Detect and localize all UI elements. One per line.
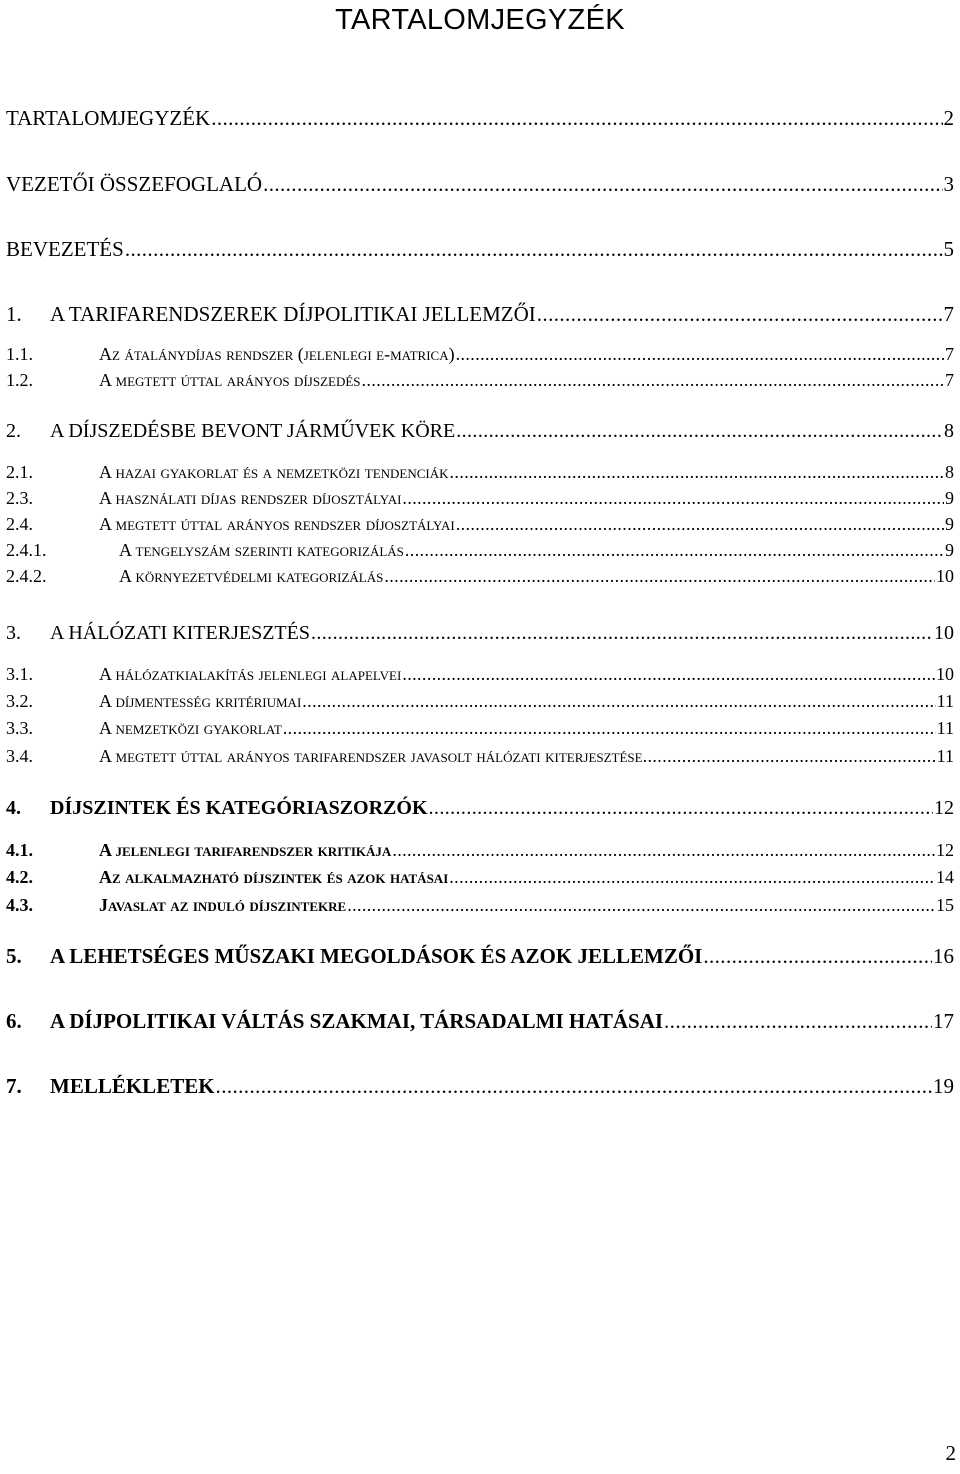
toc-entry-number: 3.	[6, 622, 21, 644]
toc-entry-number: 3.3.	[6, 718, 33, 738]
toc-entry-2-4-1[interactable]	[6, 540, 954, 564]
toc-entry-text: TARTALOMJEGYZÉK	[6, 106, 211, 130]
dot-leader	[362, 370, 944, 391]
toc-entry-3-3[interactable]	[6, 718, 954, 742]
toc-entry-page: 5	[943, 237, 954, 261]
toc-entry-page: 10	[936, 566, 954, 586]
toc-entry-number: 2.4.2.	[6, 566, 47, 586]
toc-entry-page: 15	[936, 895, 954, 915]
toc-entry-text: VEZETŐI ÖSSZEFOGLALÓ	[6, 172, 263, 196]
toc-entry-2-1[interactable]	[6, 462, 954, 486]
toc-entry-page: 9	[945, 540, 954, 560]
toc-entry-1[interactable]	[6, 302, 954, 326]
toc-entry-page: 9	[945, 514, 954, 534]
dot-leader	[402, 488, 944, 509]
toc-entry-text: A környezetvédelmi kategorizálás	[119, 566, 384, 586]
toc-entry-text: A megtett úttal arányos tarifarendszer javasolt hálózati kiterjesztése	[99, 746, 643, 766]
toc-entry-number: 1.1.	[6, 344, 33, 364]
dot-leader	[211, 106, 942, 131]
toc-entry-2-4-2[interactable]	[6, 566, 954, 590]
toc-entry-text: A HÁLÓZATI KITERJESZTÉS	[50, 622, 310, 644]
dot-leader	[456, 420, 943, 443]
toc-entry-5[interactable]	[6, 944, 954, 968]
toc-entry-text: A megtett úttal arányos rendszer díjosztályai	[99, 514, 455, 534]
toc-entry-text: A hálózatkialakítás jelenlegi alapelvei	[99, 664, 402, 684]
dot-leader	[263, 172, 942, 197]
toc-entry-page: 11	[936, 718, 954, 738]
toc-entry-page: 11	[936, 691, 954, 711]
toc-entry-vezetoi-osszefoglalo[interactable]	[6, 172, 954, 196]
toc-entry-3-2[interactable]	[6, 691, 954, 715]
toc-entry-page: 9	[945, 488, 954, 508]
toc-entry-page: 10	[934, 622, 954, 644]
dot-leader	[449, 867, 935, 888]
toc-entry-4[interactable]	[6, 797, 954, 821]
dot-leader	[302, 691, 935, 712]
toc-entry-page: 19	[933, 1074, 954, 1098]
dot-leader	[456, 344, 944, 365]
toc-entry-page: 14	[936, 867, 954, 887]
dot-leader	[347, 895, 935, 916]
toc-entry-1-2[interactable]	[6, 370, 954, 394]
toc-entry-number: 2.4.	[6, 514, 33, 534]
toc-entry-text: DÍJSZINTEK ÉS KATEGÓRIASZORZÓK	[50, 797, 428, 819]
toc-entry-text: A használati díjas rendszer díjosztályai	[99, 488, 402, 508]
toc-entry-3-1[interactable]	[6, 664, 954, 688]
toc-entry-number: 5.	[6, 944, 22, 968]
toc-entry-text: A DÍJSZEDÉSBE BEVONT JÁRMŰVEK KÖRE	[50, 420, 456, 442]
toc-entry-page: 7	[945, 370, 954, 390]
toc-entry-bevezetes[interactable]	[6, 237, 954, 261]
toc-entry-number: 7.	[6, 1074, 22, 1098]
dot-leader	[643, 746, 937, 767]
toc-entry-number: 2.1.	[6, 462, 33, 482]
toc-entry-text: A nemzetközi gyakorlat	[99, 718, 282, 738]
toc-entry-number: 2.4.1.	[6, 540, 47, 560]
dot-leader	[450, 462, 944, 483]
page-number: 2	[945, 1441, 956, 1465]
toc-entry-text: A DÍJPOLITIKAI VÁLTÁS SZAKMAI, TÁRSADALMI HATÁSAI	[50, 1009, 664, 1033]
toc-entry-text: Az átalánydíjas rendszer (jelenlegi e-matrica)	[99, 344, 455, 364]
toc-entry-4-3[interactable]	[6, 895, 954, 919]
dot-leader	[703, 944, 932, 969]
toc-entry-page: 7	[945, 344, 954, 364]
toc-entry-page: 2	[943, 106, 954, 130]
toc-entry-number: 2.	[6, 420, 21, 442]
toc-entry-text: A díjmentesség kritériumai	[99, 691, 302, 711]
toc-entry-page: 10	[936, 664, 954, 684]
toc-entry-number: 1.	[6, 302, 22, 326]
dot-leader	[283, 718, 936, 739]
toc-entry-text: Az alkalmazható díjszintek és azok hatásai	[99, 867, 449, 887]
toc-entry-page: 7	[943, 302, 954, 326]
toc-entry-number: 2.3.	[6, 488, 33, 508]
toc-entry-page: 3	[943, 172, 954, 196]
dot-leader	[125, 237, 943, 262]
toc-entry-4-2[interactable]	[6, 867, 954, 891]
toc-entry-text: A jelenlegi tarifarendszer kritikája	[99, 840, 392, 860]
toc-entry-number: 4.3.	[6, 895, 33, 915]
dot-leader	[405, 540, 944, 561]
toc-entry-1-1[interactable]	[6, 344, 954, 368]
toc-entry-page: 12	[936, 840, 954, 860]
toc-entry-number: 3.2.	[6, 691, 33, 711]
dot-leader	[216, 1074, 932, 1099]
toc-entry-text: A LEHETSÉGES MŰSZAKI MEGOLDÁSOK ÉS AZOK JELLEMZŐI	[50, 944, 703, 968]
dot-leader	[384, 566, 935, 587]
dot-leader	[392, 840, 935, 861]
dot-leader	[664, 1009, 932, 1034]
toc-entry-text: A megtett úttal arányos díjszedés	[99, 370, 361, 390]
toc-entry-text: Javaslat az induló díjszintekre	[99, 895, 347, 915]
toc-entry-number: 3.1.	[6, 664, 33, 684]
toc-entry-number: 6.	[6, 1009, 22, 1033]
toc-entry-page: 8	[944, 420, 954, 442]
toc-entry-page: 8	[945, 462, 954, 482]
toc-entry-number: 4.2.	[6, 867, 33, 887]
document-title: TARTALOMJEGYZÉK	[335, 4, 625, 36]
toc-entry-3-4[interactable]	[6, 746, 954, 770]
toc-entry-text: A tengelyszám szerinti kategorizálás	[119, 540, 404, 560]
toc-entry-number: 3.4.	[6, 746, 33, 766]
dot-leader	[311, 622, 933, 645]
toc-entry-6[interactable]	[6, 1009, 954, 1033]
toc-entry-page: 12	[934, 797, 954, 819]
toc-entry-4-1[interactable]	[6, 840, 954, 864]
dot-leader	[537, 302, 943, 327]
dot-leader	[429, 797, 933, 820]
toc-entry-page: 11	[936, 746, 954, 766]
toc-entry-text: A hazai gyakorlat és a nemzetközi tendenciák	[99, 462, 449, 482]
toc-entry-3[interactable]	[6, 622, 954, 646]
toc-entry-number: 4.1.	[6, 840, 33, 860]
toc-entry-number: 1.2.	[6, 370, 33, 390]
toc-entry-page: 16	[933, 944, 954, 968]
dot-leader	[456, 514, 944, 535]
toc-entry-number: 4.	[6, 797, 21, 819]
toc-entry-text: BEVEZETÉS	[6, 237, 124, 261]
dot-leader	[402, 664, 935, 685]
toc-entry-page: 17	[933, 1009, 954, 1033]
toc-entry-2-3[interactable]	[6, 488, 954, 512]
toc-entry-text: A TARIFARENDSZEREK DÍJPOLITIKAI JELLEMZŐI	[50, 302, 536, 326]
toc-entry-text: MELLÉKLETEK	[50, 1074, 215, 1098]
toc-entry-7[interactable]	[6, 1074, 954, 1098]
toc-entry-2[interactable]	[6, 420, 954, 444]
toc-entry-2-4[interactable]	[6, 514, 954, 538]
toc-entry-tartalomjegyzek[interactable]	[6, 106, 954, 130]
